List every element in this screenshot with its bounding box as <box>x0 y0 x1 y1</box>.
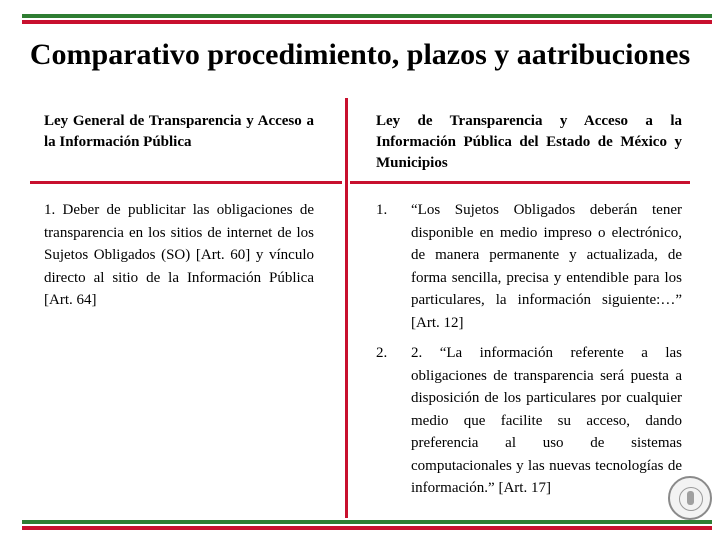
right-column-header: Ley de Transparencia y Acceso a la Información Pública del Estado de México y Municipios <box>376 113 682 171</box>
bottom-stripe <box>22 520 712 530</box>
senate-seal-icon <box>668 476 712 520</box>
top-stripe <box>22 14 712 24</box>
item-number: 2. <box>376 345 388 361</box>
item-number: 1. <box>376 202 388 218</box>
header-divider-right <box>350 181 690 184</box>
column-divider <box>345 98 348 518</box>
item-text: “Los Sujetos Obligados deberán tener disponible en medio impreso o electrónico, de manera permanente y actualizada, de forma sencilla, precisa y entendible para los particulares, la información siguiente:…” [Art. 12] <box>411 202 682 331</box>
left-cell: 1. Deber de publicitar las obligaciones de transparencia en los sitios de internet de los Sujetos Obligados (SO) [Art. 60] y vínculo directo al sitio de la Información Pública [Art. 64] <box>44 202 314 308</box>
left-column-header: Ley General de Transparencia y Acceso a la Información Pública <box>44 113 314 150</box>
page-title: Comparativo procedimiento, plazos y aatribuciones <box>29 38 691 71</box>
header-divider-left <box>30 181 342 184</box>
item-text: 2. “La información referente a las obligaciones de transparencia será puesta a disposición de los particulares por cualquier medio que facilite su acceso, dando preferencia al uso de sistemas computacionales y las nuevas tecnologías de información.” [Art. 17] <box>411 345 682 496</box>
